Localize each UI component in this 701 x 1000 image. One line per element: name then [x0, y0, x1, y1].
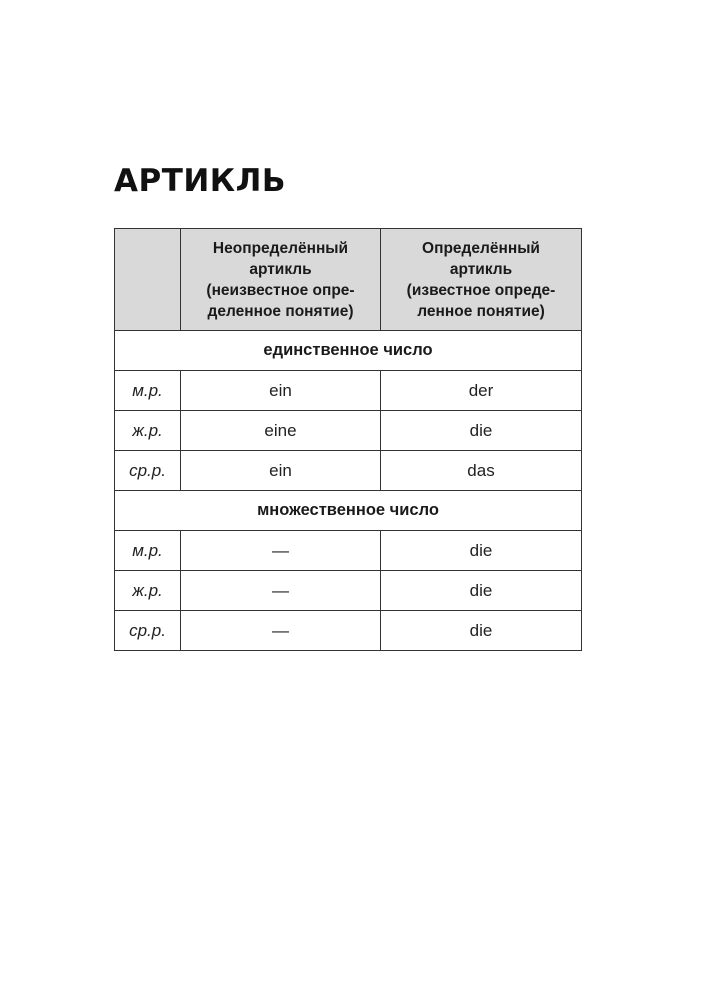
definite-article-cell: die: [381, 411, 582, 451]
indefinite-article-cell: —: [181, 571, 381, 611]
gender-cell: ж.р.: [115, 411, 181, 451]
table-row: [115, 571, 582, 611]
article-table: [114, 228, 582, 651]
table-row: [115, 531, 582, 571]
gender-cell: м.р.: [115, 371, 181, 411]
header-definite-line: (известное опреде-: [406, 281, 556, 299]
singular-section-label: единственное число: [115, 331, 582, 371]
indefinite-article-cell: —: [181, 531, 381, 571]
table-row: [115, 411, 582, 451]
definite-article-cell: das: [381, 451, 582, 491]
definite-article-cell: die: [381, 531, 582, 571]
header-indefinite-line: Неопределённый: [212, 239, 349, 257]
definite-article-cell: der: [381, 371, 582, 411]
table-header-row: [115, 229, 582, 331]
header-definite-article: [381, 229, 582, 331]
header-indefinite-article: [181, 229, 381, 331]
header-indefinite-line: деленное понятие): [207, 302, 354, 320]
indefinite-article-cell: —: [181, 611, 381, 651]
plural-section-row: [115, 491, 582, 531]
definite-article-cell: die: [381, 571, 582, 611]
indefinite-article-cell: ein: [181, 451, 381, 491]
header-indefinite-line: артикль: [249, 260, 312, 278]
table-row: [115, 371, 582, 411]
plural-section-label: множественное число: [115, 491, 582, 531]
table-row: [115, 611, 582, 651]
singular-section-row: [115, 331, 582, 371]
header-empty-cell: [115, 229, 181, 331]
gender-cell: ср.р.: [115, 451, 181, 491]
header-definite-line: артикль: [449, 260, 513, 278]
header-indefinite-line: (неизвестное опре-: [206, 281, 355, 299]
page-title: АРТИКЛЬ: [114, 163, 287, 199]
definite-article-cell: die: [381, 611, 582, 651]
indefinite-article-cell: ein: [181, 371, 381, 411]
gender-cell: ср.р.: [115, 611, 181, 651]
gender-cell: ж.р.: [115, 571, 181, 611]
header-definite-line: Определённый: [422, 239, 540, 257]
header-definite-line: ленное понятие): [417, 302, 545, 320]
gender-cell: м.р.: [115, 531, 181, 571]
table-row: [115, 451, 582, 491]
indefinite-article-cell: eine: [181, 411, 381, 451]
